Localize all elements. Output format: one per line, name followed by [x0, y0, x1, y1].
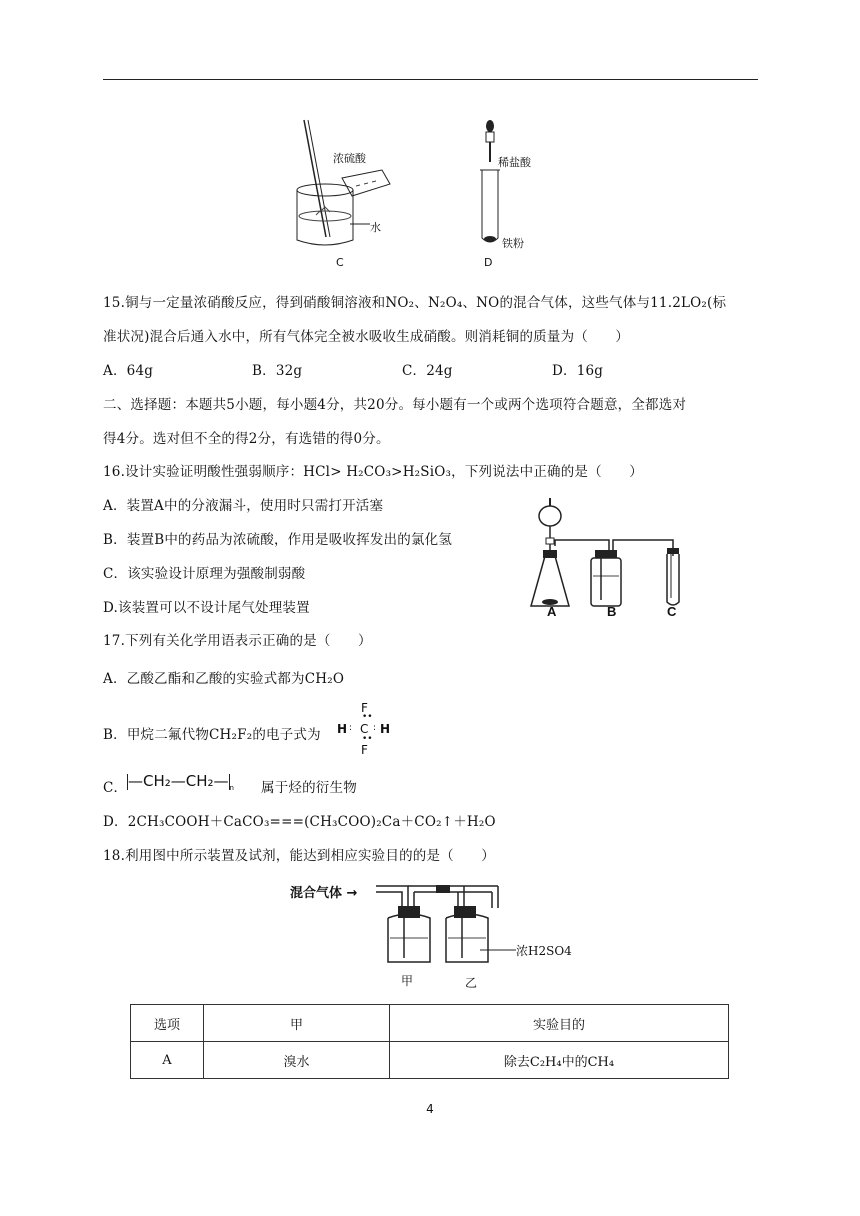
- electron-f-bottom: F: [361, 743, 368, 757]
- electron-dots-bottom: ••: [362, 734, 373, 744]
- label-jia: 甲: [401, 974, 414, 988]
- q16-option-d: D.该装置可以不设计尾气处理装置: [103, 600, 310, 616]
- page-number: 4: [426, 1102, 434, 1116]
- figure-c-diagram: [290, 112, 410, 272]
- polyethylene-formula: $—CH_2—CH_2—_n$: [128, 772, 234, 792]
- label-conc-sulfuric: 浓硫酸: [333, 152, 366, 165]
- q18-apparatus-diagram: [370, 880, 520, 970]
- q17-option-a: A．乙酸乙酯和乙酸的实验式都为CH₂O: [103, 671, 345, 687]
- q15-option-d: D．16g: [552, 363, 604, 379]
- electron-c-center: C: [360, 722, 369, 736]
- label-water: 水: [370, 221, 381, 234]
- electron-dots-right: :: [373, 723, 377, 733]
- section2-line2: 得4分。选对但不全的得2分，有选错的得0分。: [103, 431, 390, 447]
- q16-option-a: A．装置A中的分液漏斗，使用时只需打开活塞: [103, 498, 384, 514]
- q17-stem: 17.下列有关化学用语表示正确的是（ ）: [103, 633, 372, 649]
- q17-option-c-prefix: C．: [103, 780, 128, 796]
- q16-option-b: B．装置B中的药品为浓硫酸，作用是吸收挥发出的氯化氢: [103, 532, 453, 548]
- q16-apparatus-diagram: [525, 494, 695, 622]
- options-table: [130, 1004, 729, 1079]
- cell-jia: 溴水: [204, 1042, 390, 1079]
- label-dilute-hcl: 稀盐酸: [498, 156, 531, 169]
- q15-line1: 15.铜与一定量浓硝酸反应，得到硝酸铜溶液和NO₂、N₂O₄、NO的混合气体，这些气体与11.2LO₂(标: [103, 295, 727, 311]
- cell-option: A: [131, 1042, 204, 1079]
- q15-option-b: B．32g: [252, 363, 303, 379]
- electron-formula: [335, 701, 395, 757]
- electron-dots-left: :: [349, 723, 353, 733]
- table-header-row: [131, 1005, 729, 1042]
- q18-stem: 18.利用图中所示装置及试剂，能达到相应实验目的的是（ ）: [103, 848, 495, 864]
- electron-h-right: H: [380, 722, 391, 736]
- th-purpose: 实验目的: [390, 1005, 729, 1042]
- q15-option-c: C．24g: [402, 363, 453, 379]
- q15-line2: 准状况)混合后通入水中，所有气体完全被水吸收生成硝酸。则消耗铜的质量为（ ）: [103, 329, 630, 345]
- q17-option-c-suffix: 属于烃的衍生物: [261, 780, 357, 796]
- electron-dots-top: ••: [362, 712, 373, 722]
- figure-c-label: C: [336, 256, 344, 269]
- q17-option-b: B．甲烷二氟代物CH₂F₂的电子式为: [103, 727, 321, 743]
- arrow-right-icon: →: [342, 886, 358, 901]
- polymer-bracket-left: —: [128, 772, 143, 790]
- cell-purpose: 除去C₂H₄中的CH₄: [390, 1042, 729, 1079]
- polymer-bracket-right: —: [213, 772, 229, 790]
- th-jia: 甲: [204, 1005, 390, 1042]
- polymer-unit: CH₂—CH₂: [143, 772, 214, 790]
- apparatus-label-c: C: [667, 604, 677, 619]
- figure-d-diagram: [470, 118, 510, 250]
- header-rule: [103, 79, 758, 80]
- apparatus-label-a: A: [547, 604, 557, 619]
- label-mixed-gas-text: 混合气体: [290, 886, 343, 901]
- q15-option-a: A．64g: [103, 363, 154, 379]
- table-row: [131, 1042, 729, 1079]
- th-option: 选项: [131, 1005, 204, 1042]
- q16-stem: 16.设计实验证明酸性强弱顺序：HCl> H₂CO₃>H₂SiO₃，下列说法中正确的是（ ）: [103, 464, 643, 480]
- label-iron-powder: 铁粉: [502, 237, 524, 250]
- label-conc-h2so4: 浓H2SO4: [516, 944, 572, 958]
- section2-line1: 二、选择题：本题共5小题，每小题4分，共20分。每小题有一个或两个选项符合题意，全都选对: [103, 397, 687, 413]
- electron-h-left: H: [337, 722, 348, 736]
- label-yi: 乙: [465, 976, 478, 990]
- electron-f-top: F: [361, 701, 368, 715]
- apparatus-label-b: B: [607, 604, 617, 619]
- label-mixed-gas: [290, 882, 357, 901]
- figure-d-label: D: [484, 256, 493, 269]
- q16-option-c: C．该实验设计原理为强酸制弱酸: [103, 566, 306, 582]
- q17-option-d: D．2CH₃COOH＋CaCO₃===(CH₃COO)₂Ca＋CO₂↑＋H₂O: [103, 814, 496, 830]
